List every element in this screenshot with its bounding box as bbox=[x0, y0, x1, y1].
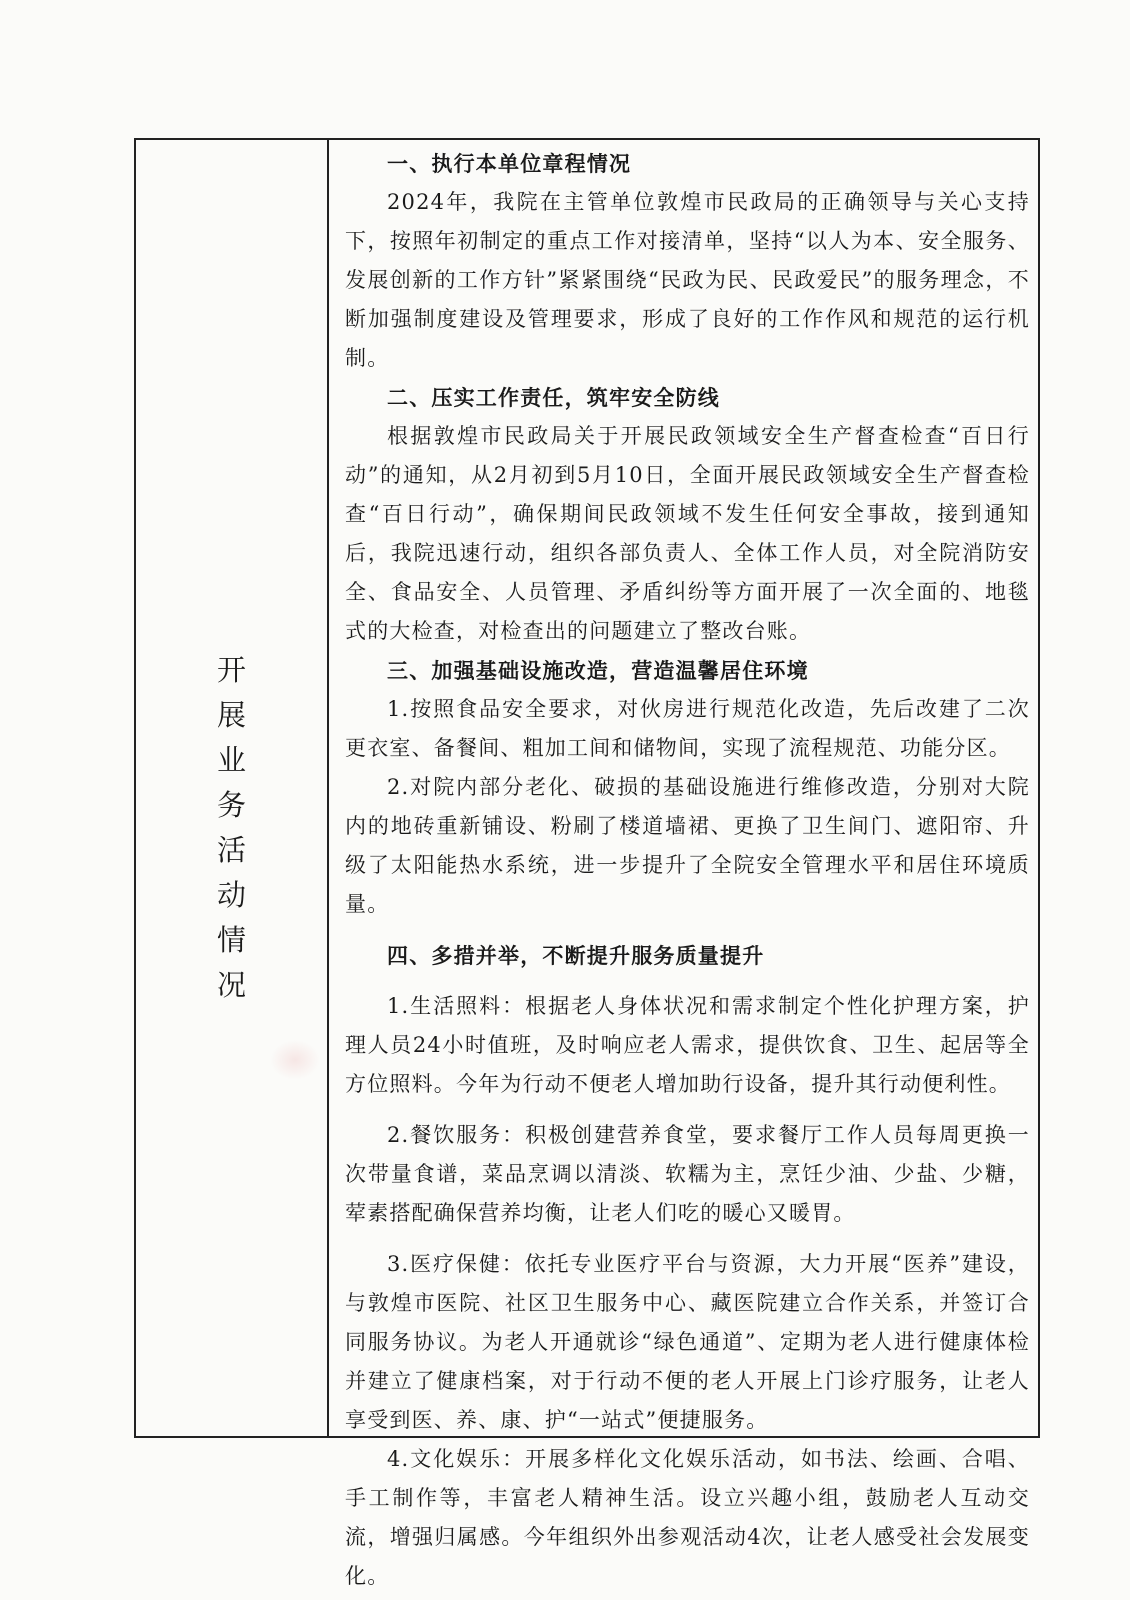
row-label-cell bbox=[136, 140, 329, 1436]
section-2-paragraph-1: 根据敦煌市民政局关于开展民政领域安全生产督查检查“百日行动”的通知，从2月初到5月10日，全面开展民政领域安全生产督查检查“百日行动”，确保期间民政领域不发生任何安全事故，接到通知后，我院迅速行动，组织各部负责人、全体工作人员，对全院消防安全、食品安全、人员管理、矛盾纠纷等方面开展了一次全面的、地毯式的大检查，对检查出的问题建立了整改台账。 bbox=[345, 424, 1030, 643]
section-heading-2: 二、压实工作责任，筑牢安全防线 bbox=[387, 385, 720, 410]
row-label-char: 务 bbox=[216, 788, 246, 822]
row-label bbox=[217, 648, 246, 1008]
row-label-char: 展 bbox=[216, 698, 246, 732]
report-table bbox=[134, 138, 1040, 1588]
content-cell bbox=[329, 140, 1038, 1588]
row-label-char: 业 bbox=[216, 743, 246, 777]
faint-stamp-mark bbox=[270, 1040, 320, 1080]
section-4-paragraph-1: 1.生活照料：根据老人身体状况和需求制定个性化护理方案，护理人员24小时值班，及时响应老人需求，提供饮食、卫生、起居等全方位照料。今年为行动不便老人增加助行设备，提升其行动便利性。 bbox=[345, 994, 1030, 1096]
row-label-char: 情 bbox=[216, 923, 246, 957]
row-label-char: 开 bbox=[216, 653, 246, 687]
section-heading-4: 四、多措并举，不断提升服务质量提升 bbox=[387, 943, 765, 968]
section-heading-3: 三、加强基础设施改造，营造温馨居住环境 bbox=[387, 658, 809, 683]
section-3-paragraph-1: 1.按照食品安全要求，对伙房进行规范化改造，先后改建了二次更衣室、备餐间、粗加工间和储物间，实现了流程规范、功能分区。 bbox=[345, 697, 1030, 760]
section-3-paragraph-2: 2.对院内部分老化、破损的基础设施进行维修改造，分别对大院内的地砖重新铺设、粉刷了楼道墙裙、更换了卫生间门、遮阳帘、升级了太阳能热水系统，进一步提升了全院安全管理水平和居住环境质量。 bbox=[345, 775, 1030, 916]
section-4-paragraph-4: 4.文化娱乐：开展多样化文化娱乐活动，如书法、绘画、合唱、手工制作等，丰富老人精神生活。设立兴趣小组，鼓励老人互动交流，增强归属感。今年组织外出参观活动4次，让老人感受社会发展变化。 bbox=[345, 1447, 1030, 1588]
section-heading-1: 一、执行本单位章程情况 bbox=[387, 151, 632, 176]
section-4-paragraph-2: 2.餐饮服务：积极创建营养食堂，要求餐厅工作人员每周更换一次带量食谱，菜品烹调以清淡、软糯为主，烹饪少油、少盐、少糖，荤素搭配确保营养均衡，让老人们吃的暖心又暖胃。 bbox=[345, 1123, 1030, 1225]
row-label-char: 活 bbox=[216, 833, 246, 867]
row-label-char: 况 bbox=[216, 968, 246, 1002]
row-label-char: 动 bbox=[216, 878, 246, 912]
section-1-paragraph-1: 2024年，我院在主管单位敦煌市民政局的正确领导与关心支持下，按照年初制定的重点工作对接清单，坚持“以人为本、安全服务、发展创新的工作方针”紧紧围绕“民政为民、民政爱民”的服务理念，不断加强制度建设及管理要求，形成了良好的工作作风和规范的运行机制。 bbox=[345, 190, 1030, 370]
section-4-paragraph-3: 3.医疗保健：依托专业医疗平台与资源，大力开展“医养”建设，与敦煌市医院、社区卫生服务中心、藏医院建立合作关系，并签订合同服务协议。为老人开通就诊“绿色通道”、定期为老人进行健康体检并建立了健康档案，对于行动不便的老人开展上门诊疗服务，让老人享受到医、养、康、护“一站式”便捷服务。 bbox=[345, 1252, 1030, 1432]
